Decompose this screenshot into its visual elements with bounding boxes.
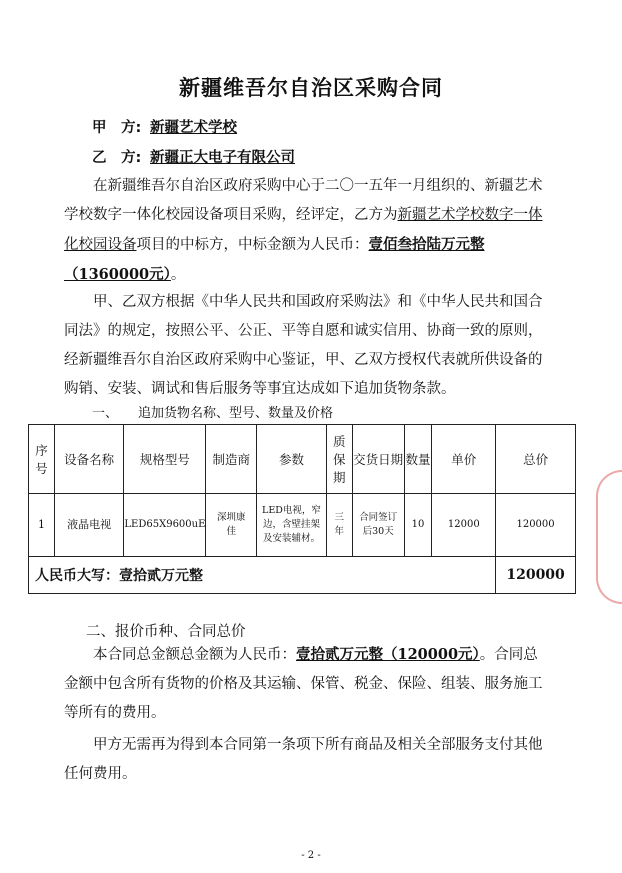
total-paragraph <box>64 640 552 728</box>
intro-text-2: 项目的中标方，中标金额为人民币： <box>136 237 369 253</box>
party-b-value: 新疆正大电子有限公司 <box>150 150 295 166</box>
header-cell: 制造商 <box>206 425 257 494</box>
table-row <box>29 494 576 557</box>
seal-stamp <box>596 470 622 604</box>
page-number: - 2 - <box>301 850 321 861</box>
row-cell: 液晶电视 <box>54 494 124 557</box>
table-header-row <box>29 425 576 494</box>
section-1-number: 一、 <box>92 406 119 421</box>
row-cell: 10 <box>404 494 432 557</box>
row-cell: LED65X9600uE <box>124 494 206 557</box>
header-cell: 设备名称 <box>54 425 124 494</box>
intro-paragraph <box>64 172 552 290</box>
header-cell: 序号 <box>29 425 55 494</box>
header-cell: 总价 <box>496 425 576 494</box>
page-title: 新疆维吾尔自治区采购合同 <box>179 76 443 100</box>
intro-amount-number: （1360000元） <box>64 266 171 283</box>
intro-text-3: 。 <box>170 267 186 283</box>
row-cell: 1 <box>29 494 55 557</box>
goods-table <box>28 424 576 594</box>
intro-text-1: 在新疆维吾尔自治区政府采购中心于二〇一五年一月组织的、新疆艺术学校数字一体化校园设备项目采购，经评定，乙方为 <box>64 178 543 223</box>
party-a-label: 甲 方: <box>92 120 142 136</box>
row-cell: 三年 <box>326 494 352 557</box>
row-cell: 120000 <box>496 494 576 557</box>
party-a-value: 新疆艺术学校 <box>150 120 237 136</box>
header-cell: 规格型号 <box>124 425 206 494</box>
header-cell: 质保期 <box>326 425 352 494</box>
total-amount: 壹拾贰万元整（120000元） <box>296 646 480 663</box>
row-cell: 深圳康佳 <box>206 494 257 557</box>
total-value: 120000 <box>496 557 576 594</box>
total-text-1: 本合同总金额总金额为人民币： <box>93 647 296 663</box>
intro-amount-words: 壹佰叁拾陆万元整 <box>368 236 485 253</box>
intro-project: 新疆艺术学校数字一体化校园设备 <box>64 207 543 253</box>
header-cell: 交货日期 <box>352 425 404 494</box>
row-cell: LED电视，窄边，含壁挂架及安装辅材。 <box>257 494 327 557</box>
total-label: 人民币大写：壹拾贰万元整 <box>29 557 496 594</box>
total-text-2: 。合同总金额中包含所有货物的价格及其运输、保管、税金、保险、组装、服务施工等所有的费用。 <box>64 647 543 721</box>
header-cell: 单价 <box>432 425 496 494</box>
no-extra-fee-paragraph: 甲方无需再为得到本合同第一条项下所有商品及相关全部服务支付其他任何费用。 <box>64 737 543 782</box>
row-cell: 合同签订后30天 <box>352 494 404 557</box>
basis-paragraph: 甲、乙双方根据《中华人民共和国政府采购法》和《中华人民共和国合同法》的规定，按照公平、公正、平等自愿和诚实信用、协商一致的原则，经新疆维吾尔自治区政府采购中心鉴证，甲、乙双方授权代表就所供设备的购销、安装、调试和售后服务等事宜达成如下追加货物条款。 <box>64 294 543 397</box>
section-2-heading: 二、报价币种、合同总价 <box>86 624 246 640</box>
header-cell: 数量 <box>404 425 432 494</box>
row-cell: 12000 <box>432 494 496 557</box>
table-total-row <box>29 557 576 594</box>
party-b <box>92 146 295 167</box>
party-a <box>92 116 237 137</box>
party-b-label: 乙 方: <box>92 150 142 166</box>
section-1-heading <box>92 402 333 421</box>
header-cell: 参数 <box>257 425 327 494</box>
section-1-title: 追加货物名称、型号、数量及价格 <box>138 406 334 421</box>
